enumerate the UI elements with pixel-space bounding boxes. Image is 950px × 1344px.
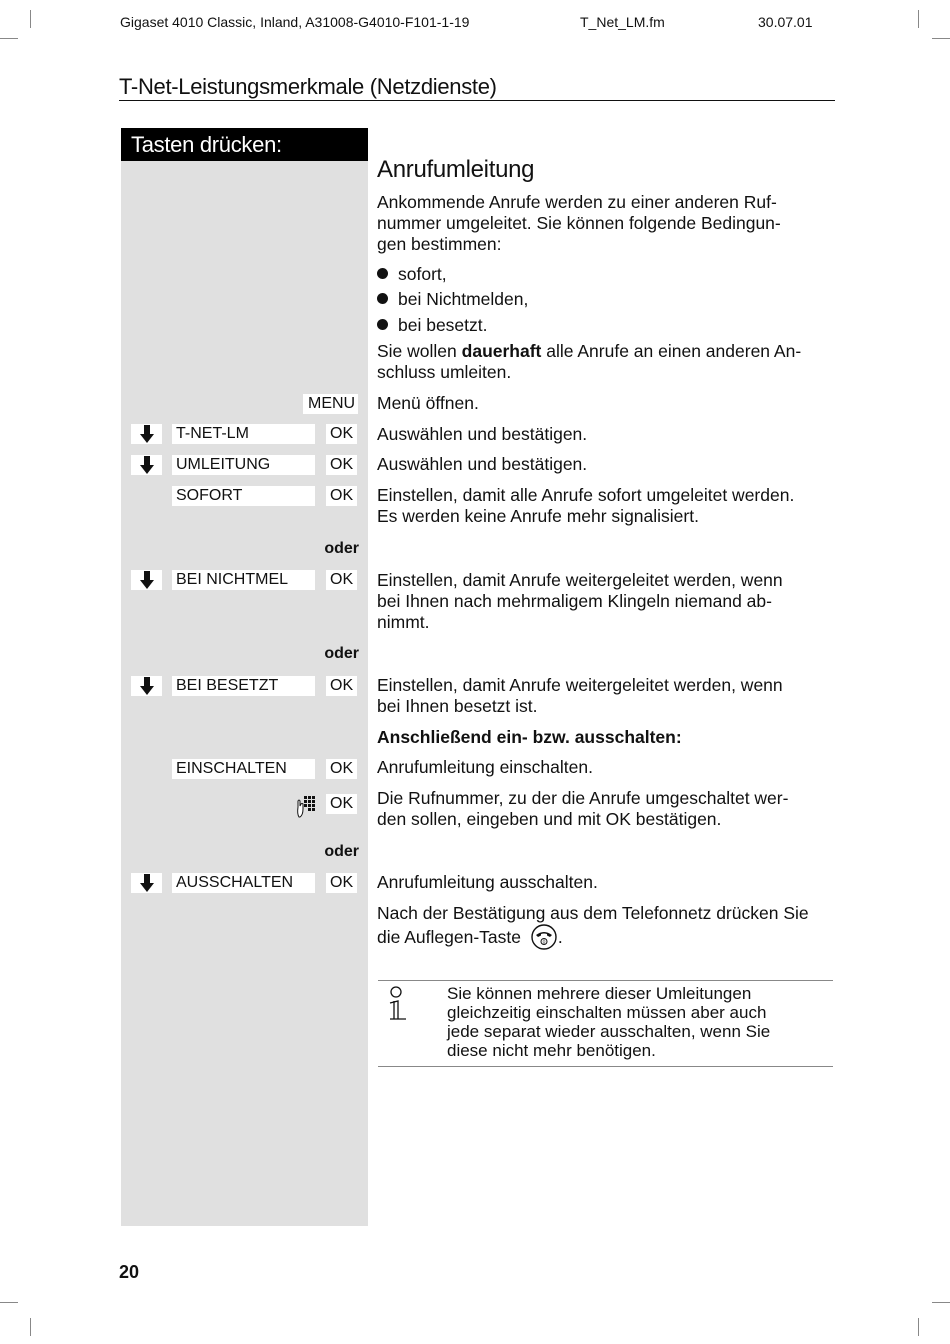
svg-text:0: 0	[542, 939, 546, 946]
doc-info: Gigaset 4010 Classic, Inland, A31008-G4010-F101-1-19	[120, 14, 470, 30]
ok-softkey[interactable]: OK	[326, 759, 357, 779]
display-bei-besetzt: BEI BESETZT	[172, 676, 315, 696]
page-number: 20	[119, 1262, 140, 1282]
title-rule	[119, 100, 835, 101]
step-text: Einstellen, damit alle Anrufe sofort umgeleitet werden. Es werden keine Anrufe mehr signalisiert.	[377, 485, 795, 526]
bullet-item: bei Nichtmelden,	[377, 289, 528, 310]
doc-date: 30.07.01	[758, 14, 813, 30]
step-text: Die Rufnummer, zu der die Anrufe umgeschaltet wer- den sollen, eingeben und mit OK bestätigen.	[377, 788, 789, 829]
menu-key[interactable]: MENU	[303, 394, 358, 414]
permanent-text: Sie wollen dauerhaft alle Anrufe an einen anderen An- schluss umleiten.	[377, 341, 802, 382]
arrow-down-icon[interactable]	[131, 676, 162, 696]
display-ausschalten: AUSSCHALTEN	[172, 873, 315, 893]
crop-mark	[918, 10, 919, 28]
crop-mark	[30, 10, 31, 28]
ok-softkey[interactable]: OK	[326, 570, 357, 590]
step-text: Anrufumleitung ausschalten.	[377, 872, 598, 892]
step-text: Einstellen, damit Anrufe weitergeleitet werden, wenn bei Ihnen nach mehrmaligem Klingeln niemand ab- nimmt.	[377, 570, 783, 632]
intro-text: Ankommende Anrufe werden zu einer anderen Ruf- nummer umgeleitet. Sie können folgende Bedingun- gen bestimmen:	[377, 192, 781, 254]
arrow-down-icon[interactable]	[131, 424, 162, 444]
ok-softkey[interactable]: OK	[326, 676, 357, 696]
oder-label: oder	[324, 645, 359, 662]
display-sofort: SOFORT	[172, 486, 315, 506]
display-umleitung: UMLEITUNG	[172, 455, 315, 475]
key-column-header: Tasten drücken:	[121, 128, 368, 161]
info-icon	[386, 986, 410, 1024]
info-rule-bottom	[378, 1066, 833, 1067]
end-call-key-icon[interactable]	[530, 924, 558, 955]
display-t-net-lm: T-NET-LM	[172, 424, 315, 444]
display-einschalten: EINSCHALTEN	[172, 759, 315, 779]
ok-softkey[interactable]: OK	[326, 873, 357, 893]
bullet-dot-icon	[377, 293, 388, 304]
arrow-down-icon[interactable]	[131, 873, 162, 893]
keypad-icon[interactable]	[296, 795, 318, 819]
bullet-item: sofort,	[377, 264, 447, 285]
crop-mark	[932, 38, 950, 39]
subheading: Anschließend ein- bzw. ausschalten:	[377, 727, 682, 747]
step-text: Auswählen und bestätigen.	[377, 454, 588, 474]
crop-mark	[932, 1302, 950, 1303]
bullet-dot-icon	[377, 268, 388, 279]
arrow-down-icon[interactable]	[131, 455, 162, 475]
heading: Anrufumleitung	[377, 156, 535, 183]
step-text: Einstellen, damit Anrufe weitergeleitet werden, wenn bei Ihnen besetzt ist.	[377, 675, 783, 716]
oder-label: oder	[324, 540, 359, 557]
crop-mark	[0, 38, 18, 39]
ok-softkey[interactable]: OK	[326, 424, 357, 444]
info-rule-top	[378, 980, 833, 981]
ok-softkey[interactable]: OK	[326, 794, 357, 814]
step-text: Auswählen und bestätigen.	[377, 424, 588, 444]
info-note: Sie können mehrere dieser Umleitungen gleichzeitig einschalten müssen aber auch jede separat wieder ausschalten, wenn Sie diese nicht mehr benötigen.	[447, 984, 771, 1060]
oder-label: oder	[324, 843, 359, 860]
ok-softkey[interactable]: OK	[326, 486, 357, 506]
crop-mark	[0, 1302, 18, 1303]
ok-softkey[interactable]: OK	[326, 455, 357, 475]
bullet-item: bei besetzt.	[377, 315, 488, 336]
crop-mark	[918, 1318, 919, 1336]
crop-mark	[30, 1318, 31, 1336]
step-text: Menü öffnen.	[377, 393, 479, 413]
section-title: T-Net-Leistungsmerkmale (Netzdienste)	[119, 74, 497, 99]
display-bei-nichtmel: BEI NICHTMEL	[172, 570, 315, 590]
step-text: Anrufumleitung einschalten.	[377, 757, 593, 777]
after-text: Nach der Bestätigung aus dem Telefonnetz drücken Sie die Auflegen-Taste 0 .	[377, 903, 837, 955]
arrow-down-icon[interactable]	[131, 570, 162, 590]
bullet-dot-icon	[377, 319, 388, 330]
file-name: T_Net_LM.fm	[580, 14, 665, 30]
